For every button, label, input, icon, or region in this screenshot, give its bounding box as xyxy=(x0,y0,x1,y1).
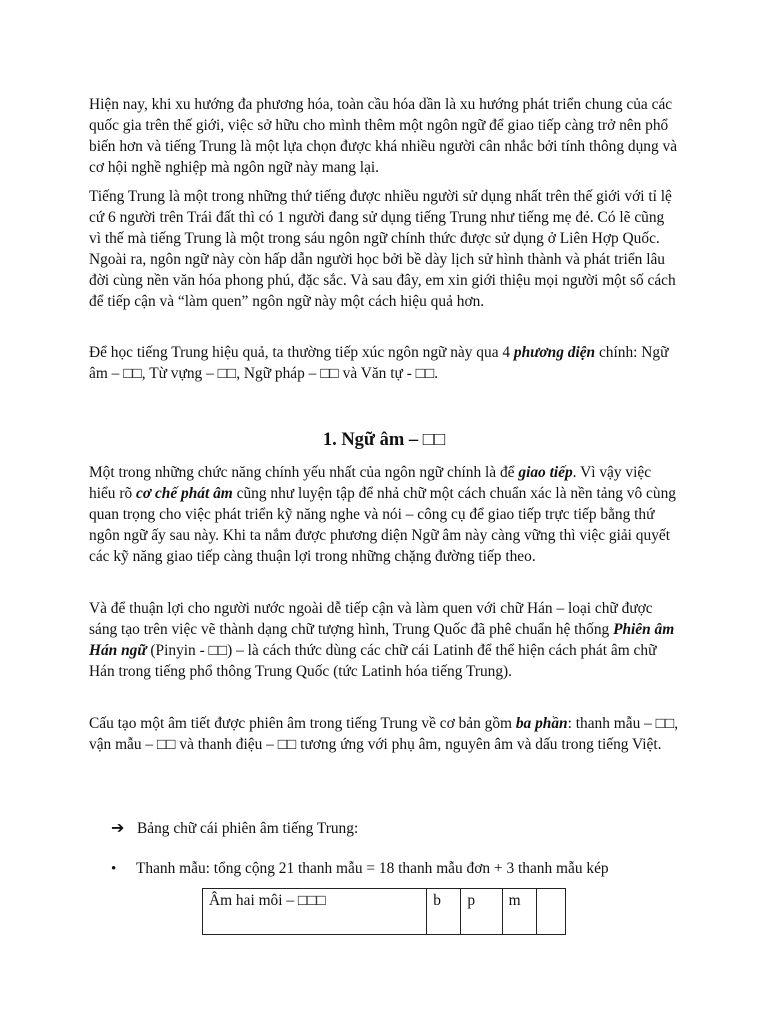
section-heading-phonetics: 1. Ngữ âm – □□ xyxy=(322,430,446,450)
emphasis-text: Phiên âm Hán ngữ xyxy=(89,621,675,659)
intro-paragraph: Hiện nay, khi xu hướng đa phương hóa, toàn cầu hóa dần là xu hướng phát triển chung của các quốc gia trên thế giới, việc sở hữu cho mình thêm một ngôn ngữ để giao tiếp càng trở nên phổ biến hơn và tiếng Trung là một lựa chọn được khá nhiều người cân nhắc bởi tính thông dụng và cơ hội nghề nghiệp mà ngôn ngữ này mang lại. xyxy=(89,96,678,176)
table-cell xyxy=(536,889,565,935)
emphasis-text: cơ chế phát âm xyxy=(136,485,233,502)
table-cell-label: Âm hai môi – □□□ xyxy=(203,889,427,935)
phonetics-paragraph: Một trong những chức năng chính yếu nhất của ngôn ngữ chính là để giao tiếp. Vì vậy việc hiểu rõ cơ chế phát âm cũng như luyện tập để nhả chữ một cách chuẩn xác là nền tảng vô cùng quan trọng cho việc phát triển kỹ năng nghe và nói – công cụ để giao tiếp trực tiếp bằng thứ ngôn ngữ ấy sau này. Khi ta nắm được phương diện Ngữ âm này càng vững thì việc giải quyết các kỹ năng giao tiếp càng thuận lợi trong những chặng đường tiếp theo. xyxy=(89,464,676,565)
bullet-list-item-text: Thanh mẫu: tổng cộng 21 thanh mẫu = 18 thanh mẫu đơn + 3 thanh mẫu kép xyxy=(136,860,609,877)
table-cell: m xyxy=(502,889,536,935)
pinyin-paragraph: Và để thuận lợi cho người nước ngoài dễ tiếp cận và làm quen với chữ Hán – loại chữ được sáng tạo trên việc vẽ thành dạng chữ tượng hình, Trung Quốc đã phê chuẩn hệ thống Phiên âm Hán ngữ (Pinyin - □□) – là cách thức dùng các chữ cái Latinh để thể hiện cách phát âm chữ Hán trong tiếng phổ thông Trung Quốc (tức Latinh hóa tiếng Trung). xyxy=(89,600,675,680)
four-aspects-paragraph: Để học tiếng Trung hiệu quả, ta thường tiếp xúc ngôn ngữ này qua 4 phương diện chính: Ngữ âm – □□, Từ vựng – □□, Ngữ pháp – □□ và Văn tự - □□. xyxy=(89,344,669,382)
table-cell: b xyxy=(427,889,461,935)
arrow-right-icon: ➔ xyxy=(111,820,125,837)
initials-table xyxy=(202,888,566,935)
table-cell: p xyxy=(461,889,502,935)
emphasis-text: ba phần xyxy=(515,715,568,732)
table-row xyxy=(203,889,566,935)
syllable-structure-paragraph: Cấu tạo một âm tiết được phiên âm trong tiếng Trung về cơ bản gồm ba phần: thanh mẫu – □□, vận mẫu – □□ và thanh điệu – □□ tương ứng với phụ âm, nguyên âm và dấu trong tiếng Việt. xyxy=(89,715,679,753)
emphasis-text: giao tiếp xyxy=(518,464,573,481)
bullet-list-item xyxy=(111,858,711,880)
arrow-list-item xyxy=(111,818,611,839)
bullet-icon: • xyxy=(111,861,117,877)
arrow-list-item-text: Bảng chữ cái phiên âm tiếng Trung: xyxy=(137,820,359,837)
emphasis-text: phương diện xyxy=(513,344,596,361)
chinese-language-paragraph: Tiếng Trung là một trong những thứ tiếng được nhiều người sử dụng nhất trên thế giới với tỉ lệ cứ 6 người trên Trái đất thì có 1 người đang sử dụng tiếng Trung như tiếng mẹ đẻ. Có lẽ cũng vì thế mà tiếng Trung là một trong sáu ngôn ngữ chính thức được sử dụng ở Liên Hợp Quốc. Ngoài ra, ngôn ngữ này còn hấp dẫn người học bởi bề dày lịch sử hình thành và phát triển lâu đời cùng nền văn hóa phong phú, đặc sắc. Và sau đây, em xin giới thiệu mọi người một số cách để tiếp cận và “làm quen” ngôn ngữ này một cách hiệu quả hơn. xyxy=(89,188,676,310)
